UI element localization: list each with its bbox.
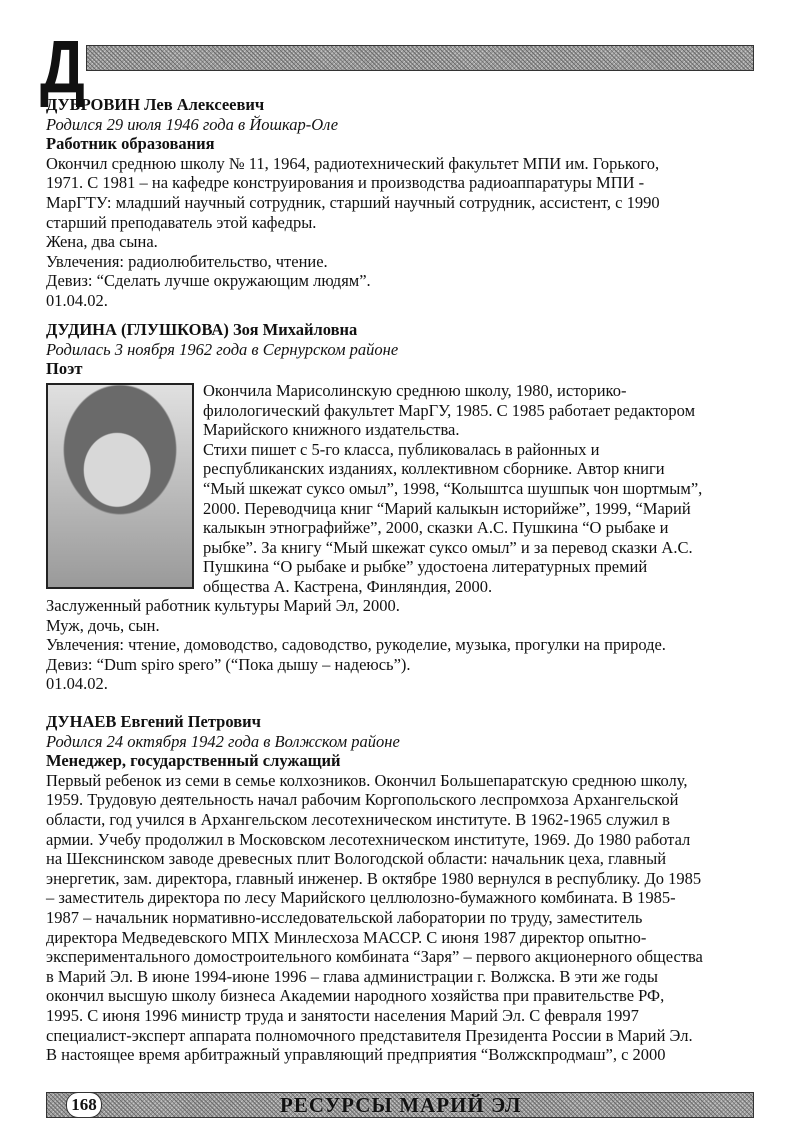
portrait-photo (46, 383, 194, 589)
text-line: области, год учился в Архангельском лесотехническом институте. В 1962-1965 служил в (46, 809, 670, 829)
text-line: окончил высшую школу бизнеса Академии народного хозяйства при правительстве РФ, (46, 986, 665, 1006)
entry-photo-text (203, 381, 763, 597)
entry-name: ДУНАЕВ Евгений Петрович (46, 712, 261, 731)
text-line: Заслуженный работник культуры Марий Эл, 2000. (46, 596, 400, 615)
text-line: армии. Учебу продолжил в Московском лесотехническом институте, 1969. До 1980 работал (46, 829, 691, 849)
text-line: “Мый шкежат суксо омыл”, 1998, “Колыштса шушпык чон шортмым”, (203, 478, 703, 498)
entry-profession: Поэт (46, 359, 83, 379)
text-line: республиканских изданиях, коллективном сборнике. Автор книги (203, 459, 665, 479)
entry-dunaev (46, 712, 766, 1065)
text-line: Девиз: “Сделать лучше окружающим людям”. (46, 271, 371, 291)
footer-title: РЕСУРСЫ МАРИЙ ЭЛ (280, 1093, 522, 1117)
entry-name: ДУДИНА (ГЛУШКОВА) Зоя Михайловна (46, 320, 358, 339)
text-line: 1995. С июня 1996 министр труда и занятости населения Марий Эл. С февраля 1997 (46, 1005, 639, 1025)
text-line: Девиз: “Dum spiro spero” (“Пока дышу – надеюсь”). (46, 654, 411, 674)
text-line: Стихи пишет с 5-го класса, публиковалась в районных и (203, 439, 600, 459)
text-line: 2000. Переводчица книг “Марий калыкын историйже”, 1999, “Марий (203, 498, 691, 518)
text-line: Увлечения: чтение, домоводство, садоводство, рукоделие, музыка, прогулки на природе. (46, 635, 666, 655)
text-line: 1987 – начальник нормативно-исследовательской лаборатории по труду, заместитель (46, 907, 643, 927)
text-line: 1971. С 1981 – на кафедре конструирования и производства радиоаппаратуры МПИ - (46, 173, 645, 193)
text-line: энергетик, зам. директора, главный инженер. В октябре 1980 вернулся в республику. До 1985 (46, 868, 702, 888)
text-line: Первый ребенок из семи в семье колхозников. Окончил Большепаратскую среднюю школу, (46, 770, 688, 790)
text-line: В настоящее время арбитражный управляющий предприятия “Волжскпродмаш”, с 2000 (46, 1045, 666, 1065)
entry-dudina-tail (46, 596, 766, 694)
text-line: экспериментального домостроительного комбината “Заря” – первого акционерного общества (46, 947, 703, 967)
text-line: Жена, два сына. (46, 232, 158, 252)
text-line: в Марий Эл. В июне 1994-июне 1996 – глава администрации г. Волжска. В эти же годы (46, 966, 658, 986)
text-line: 1959. Трудовую деятельность начал рабочим Коргопольского леспромхоза Архангельской (46, 790, 679, 810)
entry-profession: Работник образования (46, 134, 215, 154)
text-line: Муж, дочь, сын. (46, 615, 160, 635)
entry-profession: Менеджер, государственный служащий (46, 751, 341, 771)
page-number: 168 (66, 1092, 102, 1118)
text-line: на Шекснинском заводе древесных плит Вологодской области: начальник цеха, главный (46, 849, 667, 869)
text-line: общества А. Кастрена, Финляндия, 2000. (203, 576, 493, 596)
entry-birth: Родился 29 июля 1946 года в Йошкар-Оле (46, 114, 339, 134)
text-line: Увлечения: радиолюбительство, чтение. (46, 251, 328, 271)
text-line: директора Медведевского МПХ Минлесхоза МАССР. С июня 1987 директор опытно- (46, 927, 647, 947)
text-line: старший преподаватель этой кафедры. (46, 212, 317, 232)
text-line: – заместитель директора по лесу Марийского целлюлозно-бумажного комбината. В 1985- (46, 888, 676, 908)
entry-birth: Родился 24 октября 1942 года в Волжском районе (46, 731, 400, 751)
text-line: Окончила Марисолинскую среднюю школу, 1980, историко- (203, 381, 627, 400)
text-line: калыкын этнографийже”, 2000, сказки А.С. Пушкина “О рыбаке и (203, 518, 669, 538)
text-line: 01.04.02. (46, 290, 108, 310)
text-line: филологический факультет МарГУ, 1985. С 1985 работает редактором (203, 400, 696, 420)
text-line: специалист-эксперт аппарата полномочного представителя Президента России в Марий Эл. (46, 1025, 693, 1045)
text-line: Окончил среднюю школу № 11, 1964, радиотехнический факультет МПИ им. Горького, (46, 153, 660, 173)
text-line: 01.04.02. (46, 674, 108, 694)
section-letter: Д (40, 25, 85, 108)
entry-name: ДУБРОВИН Лев Алексеевич (46, 95, 265, 114)
text-line: Пушкина “О рыбаке и рыбке” удостоена литературных премий (203, 557, 648, 577)
text-line: рыбке”. За книгу “Мый шкежат суксо омыл” и за перевод сказки А.С. (203, 537, 693, 557)
entry-dubrovin (46, 95, 766, 311)
text-line: МарГТУ: младший научный сотрудник, старший научный сотрудник, ассистент, с 1990 (46, 192, 660, 212)
entry-birth: Родилась 3 ноября 1962 года в Сернурском районе (46, 339, 399, 359)
entry-body (46, 771, 766, 1065)
entry-dudina (46, 320, 766, 379)
entry-body (46, 154, 766, 311)
header-bar (86, 45, 754, 71)
text-line: Марийского книжного издательства. (203, 420, 460, 440)
